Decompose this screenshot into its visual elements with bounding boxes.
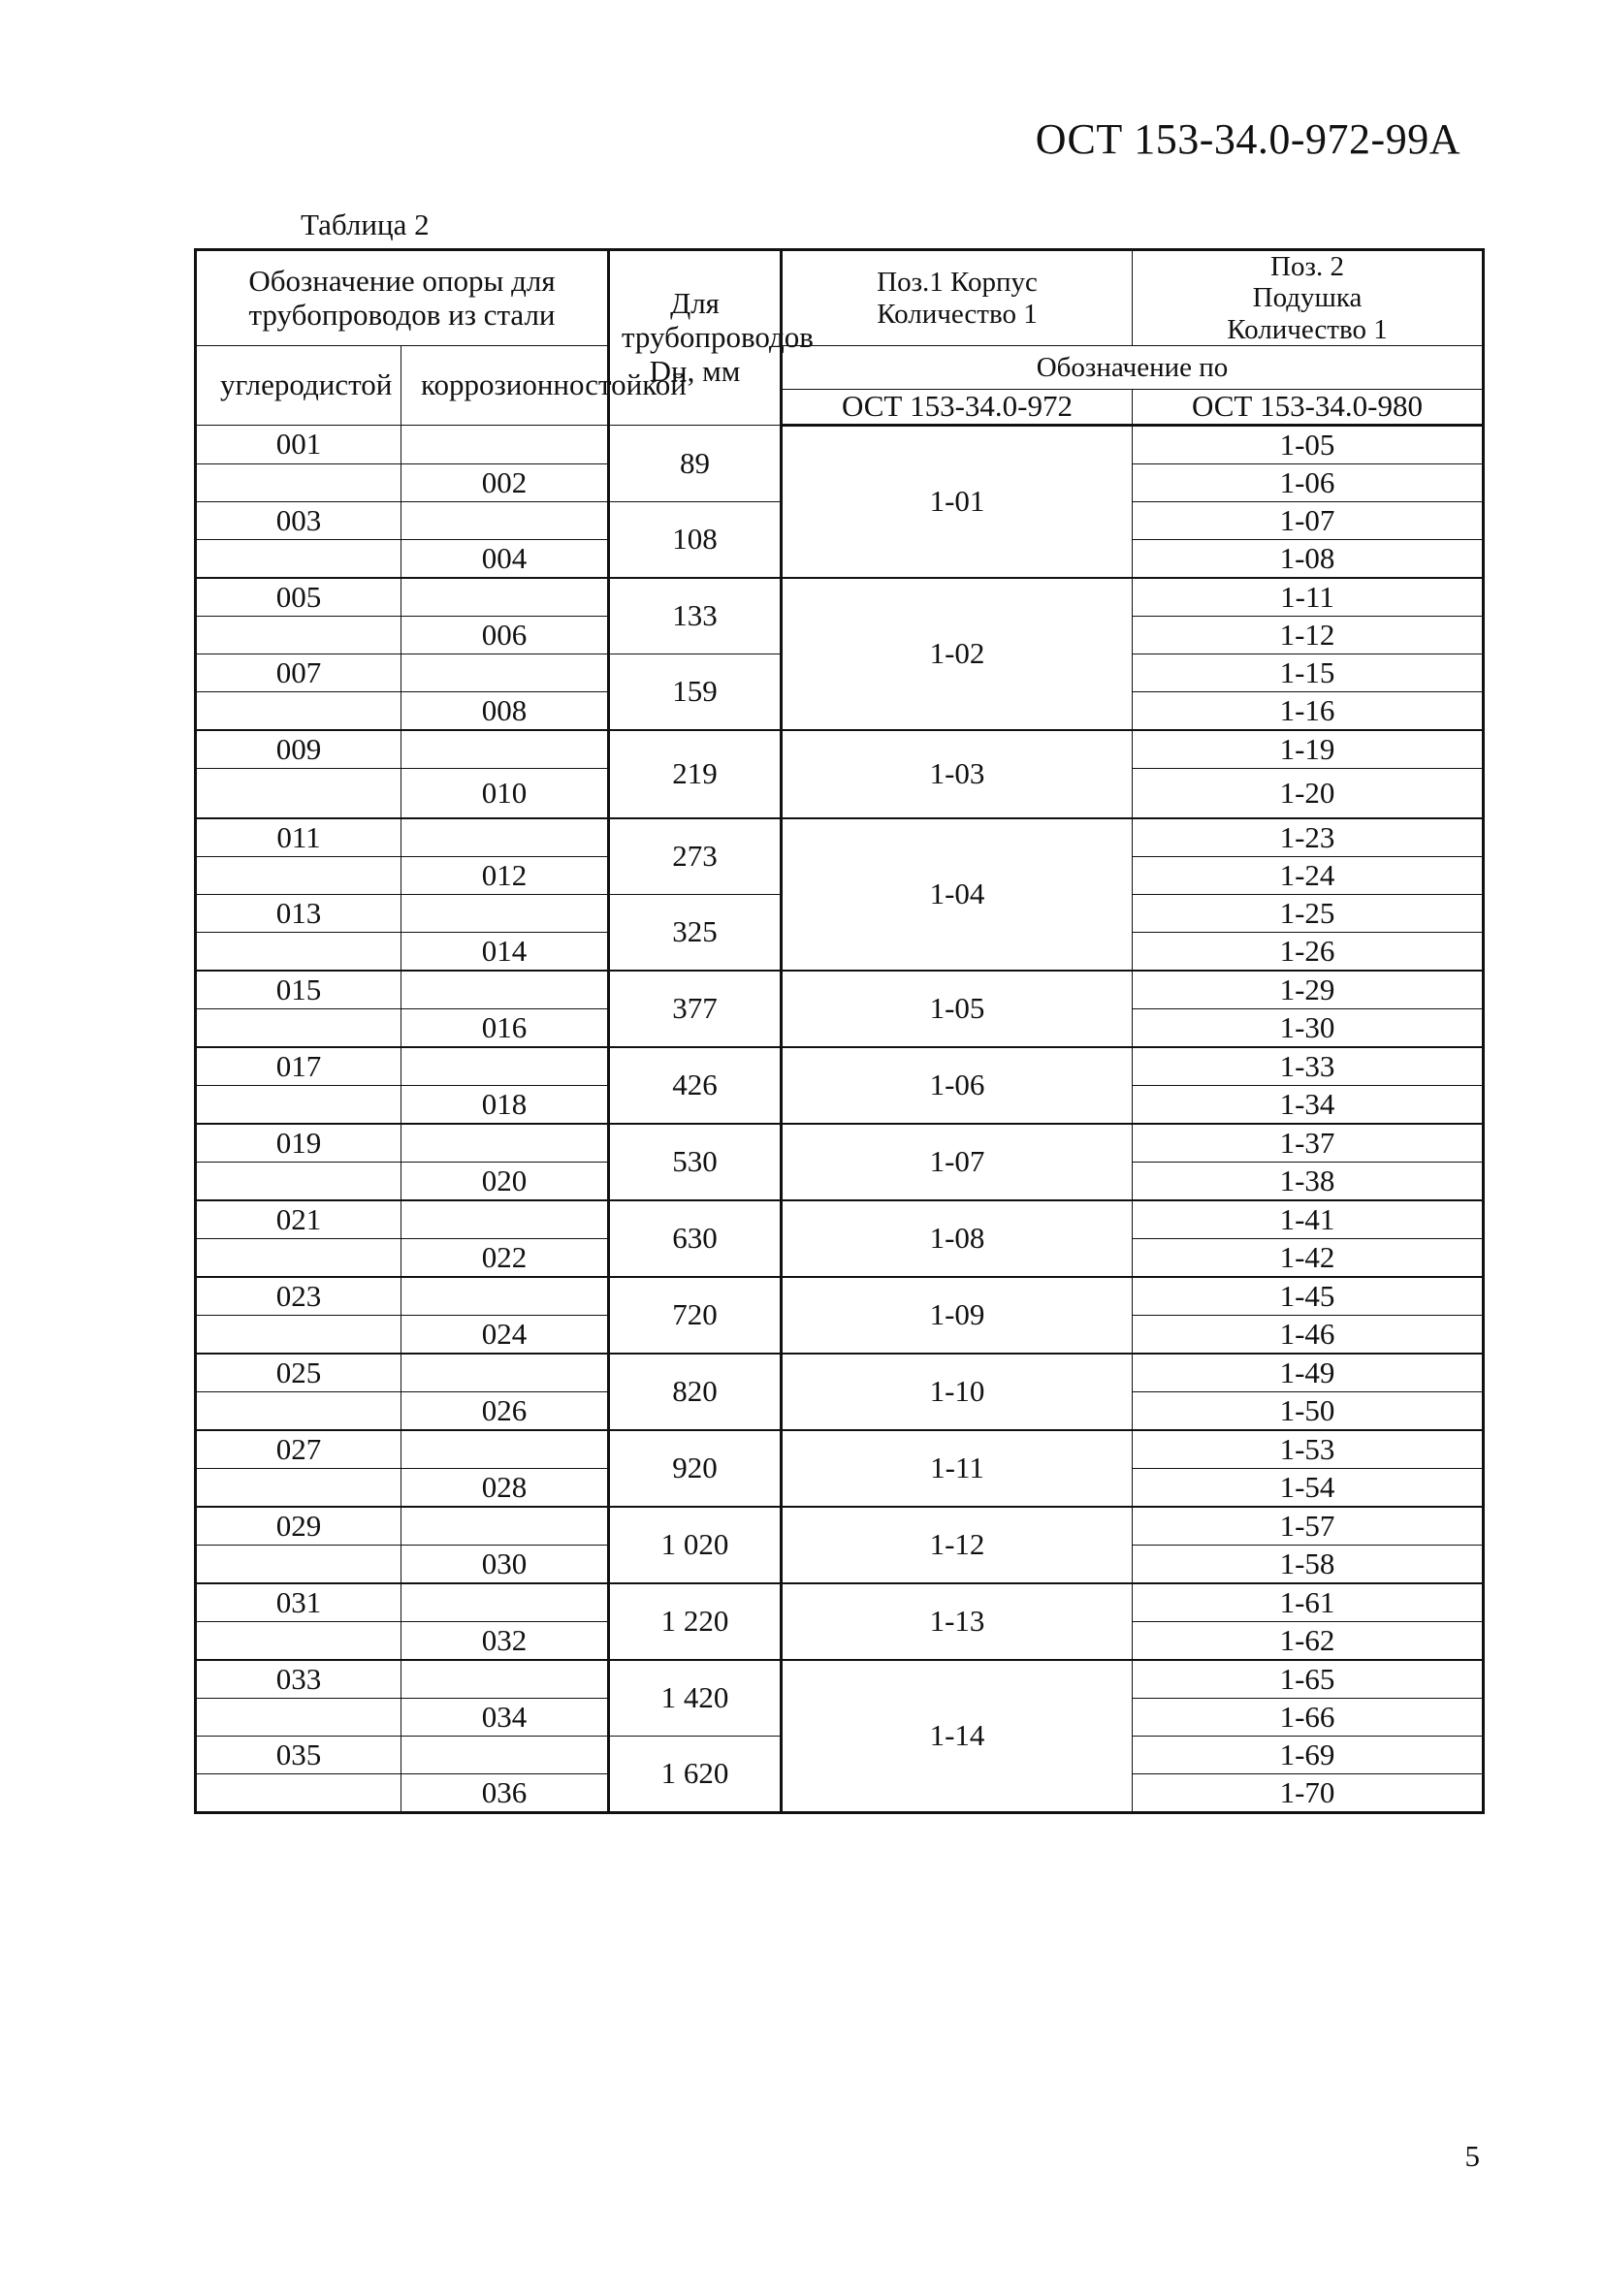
cell-stainless: [401, 1047, 609, 1086]
header-stainless: коррозионностойкой: [401, 346, 609, 426]
cell-dn: 89: [609, 426, 782, 502]
cell-pos2: 1-57: [1133, 1507, 1484, 1546]
cell-stainless: 006: [401, 617, 609, 654]
cell-carbon: 001: [196, 426, 401, 464]
cell-carbon: [196, 692, 401, 731]
cell-dn: 1 420: [609, 1660, 782, 1737]
cell-stainless: [401, 1354, 609, 1392]
cell-pos1: 1-04: [782, 818, 1133, 971]
cell-carbon: [196, 1009, 401, 1048]
cell-stainless: [401, 1200, 609, 1239]
cell-stainless: 020: [401, 1163, 609, 1201]
cell-stainless: 034: [401, 1699, 609, 1737]
cell-dn: 1 220: [609, 1583, 782, 1660]
cell-stainless: 010: [401, 769, 609, 819]
cell-carbon: 031: [196, 1583, 401, 1622]
cell-carbon: [196, 1622, 401, 1661]
cell-pos2: 1-66: [1133, 1699, 1484, 1737]
cell-carbon: [196, 933, 401, 972]
cell-stainless: [401, 1124, 609, 1163]
cell-stainless: [401, 1583, 609, 1622]
cell-pos1: 1-09: [782, 1277, 1133, 1354]
cell-stainless: 004: [401, 540, 609, 579]
cell-stainless: [401, 1277, 609, 1316]
cell-pos2: 1-70: [1133, 1774, 1484, 1813]
cell-pos2: 1-62: [1133, 1622, 1484, 1661]
cell-dn: 108: [609, 502, 782, 579]
cell-carbon: [196, 1469, 401, 1508]
cell-stainless: 026: [401, 1392, 609, 1431]
cell-pos1: 1-08: [782, 1200, 1133, 1277]
cell-carbon: 011: [196, 818, 401, 857]
cell-stainless: [401, 578, 609, 617]
cell-pos2: 1-45: [1133, 1277, 1484, 1316]
cell-dn: 1 020: [609, 1507, 782, 1583]
cell-stainless: 036: [401, 1774, 609, 1813]
cell-stainless: 012: [401, 857, 609, 895]
spec-table: [194, 248, 1485, 1814]
cell-pos2: 1-53: [1133, 1430, 1484, 1469]
cell-carbon: 035: [196, 1737, 401, 1774]
cell-pos2: 1-15: [1133, 654, 1484, 692]
cell-pos1: 1-02: [782, 578, 1133, 730]
cell-pos2: 1-38: [1133, 1163, 1484, 1201]
cell-pos2: 1-41: [1133, 1200, 1484, 1239]
cell-stainless: [401, 1737, 609, 1774]
cell-pos2: 1-26: [1133, 933, 1484, 972]
cell-pos2: 1-58: [1133, 1546, 1484, 1584]
cell-carbon: [196, 857, 401, 895]
header-ost-980: ОСТ 153-34.0-980: [1133, 390, 1484, 426]
header-carbon: углеродистой: [196, 346, 401, 426]
cell-pos1: 1-10: [782, 1354, 1133, 1430]
cell-pos2: 1-12: [1133, 617, 1484, 654]
cell-stainless: [401, 818, 609, 857]
header-pipe-dn: Для трубопроводов Dн, мм: [609, 250, 782, 426]
cell-carbon: [196, 1239, 401, 1278]
cell-pos1: 1-12: [782, 1507, 1133, 1583]
cell-pos2: 1-08: [1133, 540, 1484, 579]
cell-pos2: 1-24: [1133, 857, 1484, 895]
cell-pos1: 1-05: [782, 971, 1133, 1047]
cell-dn: 325: [609, 895, 782, 972]
cell-pos2: 1-46: [1133, 1316, 1484, 1355]
cell-pos2: 1-05: [1133, 426, 1484, 464]
cell-stainless: [401, 1660, 609, 1699]
cell-stainless: 028: [401, 1469, 609, 1508]
cell-carbon: 029: [196, 1507, 401, 1546]
cell-pos2: 1-07: [1133, 502, 1484, 540]
cell-stainless: 016: [401, 1009, 609, 1048]
cell-stainless: [401, 730, 609, 769]
header-designation-by: Обозначение по: [782, 346, 1484, 390]
cell-stainless: 024: [401, 1316, 609, 1355]
cell-pos2: 1-30: [1133, 1009, 1484, 1048]
cell-carbon: [196, 1699, 401, 1737]
cell-carbon: 013: [196, 895, 401, 933]
cell-pos2: 1-37: [1133, 1124, 1484, 1163]
cell-carbon: 009: [196, 730, 401, 769]
cell-dn: 273: [609, 818, 782, 895]
cell-pos2: 1-33: [1133, 1047, 1484, 1086]
cell-carbon: 007: [196, 654, 401, 692]
cell-dn: 530: [609, 1124, 782, 1200]
cell-stainless: [401, 1507, 609, 1546]
cell-dn: 720: [609, 1277, 782, 1354]
cell-dn: 377: [609, 971, 782, 1047]
cell-dn: 219: [609, 730, 782, 818]
cell-carbon: 025: [196, 1354, 401, 1392]
cell-carbon: [196, 1316, 401, 1355]
cell-pos1: 1-01: [782, 426, 1133, 579]
cell-carbon: 021: [196, 1200, 401, 1239]
cell-carbon: [196, 1546, 401, 1584]
cell-stainless: 008: [401, 692, 609, 731]
cell-pos2: 1-50: [1133, 1392, 1484, 1431]
cell-pos2: 1-11: [1133, 578, 1484, 617]
cell-stainless: 002: [401, 464, 609, 502]
cell-stainless: [401, 654, 609, 692]
cell-carbon: 033: [196, 1660, 401, 1699]
cell-carbon: 023: [196, 1277, 401, 1316]
cell-stainless: [401, 426, 609, 464]
cell-pos1: 1-06: [782, 1047, 1133, 1124]
cell-stainless: 018: [401, 1086, 609, 1125]
cell-pos2: 1-65: [1133, 1660, 1484, 1699]
cell-pos1: 1-11: [782, 1430, 1133, 1507]
cell-carbon: 015: [196, 971, 401, 1009]
cell-carbon: 027: [196, 1430, 401, 1469]
cell-pos2: 1-20: [1133, 769, 1484, 819]
cell-carbon: [196, 617, 401, 654]
cell-pos2: 1-16: [1133, 692, 1484, 731]
document-code: ОСТ 153-34.0-972-99А: [1035, 115, 1460, 163]
cell-carbon: [196, 1774, 401, 1813]
cell-carbon: 017: [196, 1047, 401, 1086]
cell-dn: 133: [609, 578, 782, 654]
cell-carbon: [196, 1163, 401, 1201]
cell-carbon: [196, 769, 401, 819]
cell-dn: 820: [609, 1354, 782, 1430]
cell-stainless: 030: [401, 1546, 609, 1584]
cell-carbon: 003: [196, 502, 401, 540]
cell-pos1: 1-03: [782, 730, 1133, 818]
cell-stainless: 014: [401, 933, 609, 972]
cell-stainless: [401, 1430, 609, 1469]
cell-carbon: [196, 1392, 401, 1431]
cell-carbon: 019: [196, 1124, 401, 1163]
cell-carbon: [196, 1086, 401, 1125]
header-pos2: Поз. 2 Подушка Количество 1: [1133, 250, 1484, 346]
cell-dn: 630: [609, 1200, 782, 1277]
page-number: 5: [1464, 2139, 1480, 2173]
cell-pos2: 1-25: [1133, 895, 1484, 933]
table-caption: Таблица 2: [301, 207, 430, 241]
cell-pos2: 1-69: [1133, 1737, 1484, 1774]
cell-pos2: 1-42: [1133, 1239, 1484, 1278]
header-ost-972: ОСТ 153-34.0-972: [782, 390, 1133, 426]
cell-pos2: 1-06: [1133, 464, 1484, 502]
cell-dn: 1 620: [609, 1737, 782, 1813]
cell-dn: 920: [609, 1430, 782, 1507]
cell-pos2: 1-23: [1133, 818, 1484, 857]
cell-pos1: 1-07: [782, 1124, 1133, 1200]
cell-carbon: 005: [196, 578, 401, 617]
header-designation-group: Обозначение опоры для трубопроводов из стали: [196, 250, 609, 346]
cell-pos2: 1-19: [1133, 730, 1484, 769]
cell-pos2: 1-34: [1133, 1086, 1484, 1125]
cell-stainless: [401, 971, 609, 1009]
cell-pos2: 1-54: [1133, 1469, 1484, 1508]
cell-stainless: [401, 502, 609, 540]
header-pos1: Поз.1 Корпус Количество 1: [782, 250, 1133, 346]
cell-dn: 159: [609, 654, 782, 731]
cell-carbon: [196, 540, 401, 579]
cell-dn: 426: [609, 1047, 782, 1124]
cell-pos2: 1-29: [1133, 971, 1484, 1009]
cell-pos1: 1-14: [782, 1660, 1133, 1813]
cell-stainless: 032: [401, 1622, 609, 1661]
cell-carbon: [196, 464, 401, 502]
cell-pos1: 1-13: [782, 1583, 1133, 1660]
cell-pos2: 1-49: [1133, 1354, 1484, 1392]
cell-pos2: 1-61: [1133, 1583, 1484, 1622]
cell-stainless: 022: [401, 1239, 609, 1278]
cell-stainless: [401, 895, 609, 933]
